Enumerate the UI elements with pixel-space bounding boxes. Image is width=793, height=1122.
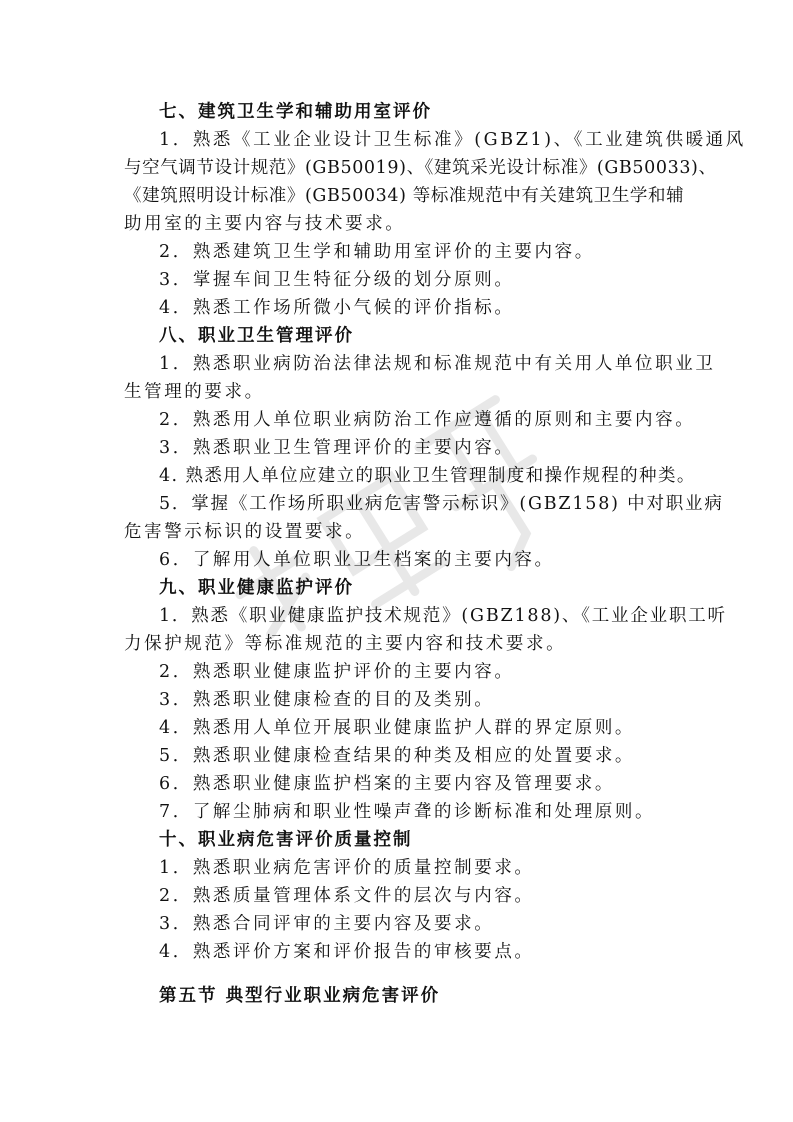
s9-item-2: 2．熟悉职业健康监护评价的主要内容。	[159, 662, 515, 682]
section-heading-7: 七、建筑卫生学和辅助用室评价	[159, 102, 432, 122]
s10-item-2: 2．熟悉质量管理体系文件的层次与内容。	[159, 886, 535, 906]
s10-item-4: 4．熟悉评价方案和评价报告的审核要点。	[159, 942, 535, 962]
s8-item-3: 3．熟悉职业卫生管理评价的主要内容。	[159, 438, 515, 458]
s8-item-5-line-1: 5．掌握《工作场所职业病危害警示标识》(GBZ158) 中对职业病	[159, 494, 724, 514]
s8-item-5-line-2: 危害警示标识的设置要求。	[124, 522, 366, 542]
s8-item-1-line-1: 1．熟悉职业病防治法律法规和标准规范中有关用人单位职业卫	[159, 354, 716, 374]
s10-item-1: 1．熟悉职业病危害评价的质量控制要求。	[159, 858, 535, 878]
s7-item-2: 2．熟悉建筑卫生学和辅助用室评价的主要内容。	[159, 242, 595, 262]
s9-item-7: 7．了解尘肺病和职业性噪声聋的诊断标准和处理原则。	[159, 802, 656, 822]
section-heading-9: 九、职业健康监护评价	[159, 578, 354, 598]
s9-item-3: 3．熟悉职业健康检查的目的及类别。	[159, 690, 495, 710]
s7-item-1-line-2: 与空气调节设计规范》(GB50019)、《建筑采光设计标准》(GB50033)、	[124, 158, 717, 178]
section-heading-8: 八、职业卫生管理评价	[159, 326, 354, 346]
s7-item-1-line-3: 《建筑照明设计标准》(GB50034) 等标准规范中有关建筑卫生学和辅	[124, 186, 685, 206]
s9-item-1-line-2: 力保护规范》等标准规范的主要内容和技术要求。	[124, 634, 567, 654]
s7-item-4: 4．熟悉工作场所微小气候的评价指标。	[159, 298, 515, 318]
s9-item-1-line-1: 1．熟悉《职业健康监护技术规范》(GBZ188)、《工业企业职工听	[159, 606, 727, 626]
section-heading-10: 十、职业病危害评价质量控制	[159, 830, 413, 850]
s7-item-3: 3．掌握车间卫生特征分级的划分原则。	[159, 270, 515, 290]
next-section-title: 第五节 典型行业职业病危害评价	[159, 986, 441, 1006]
s9-item-6: 6．熟悉职业健康监护档案的主要内容及管理要求。	[159, 774, 615, 794]
s8-item-6: 6．了解用人单位职业卫生档案的主要内容。	[159, 550, 555, 570]
s9-item-5: 5．熟悉职业健康检查结果的种类及相应的处置要求。	[159, 746, 636, 766]
s8-item-4: 4. 熟悉用人单位应建立的职业卫生管理制度和操作规程的种类。	[159, 466, 696, 486]
s7-item-1-line-1: 1．熟悉《工业企业设计卫生标准》(GBZ1)、《工业建筑供暖通风	[159, 130, 746, 150]
s8-item-1-line-2: 生管理的要求。	[124, 382, 265, 402]
s9-item-4: 4．熟悉用人单位开展职业健康监护人群的界定原则。	[159, 718, 636, 738]
s10-item-3: 3．熟悉合同评审的主要内容及要求。	[159, 914, 495, 934]
s8-item-2: 2．熟悉用人单位职业病防治工作应遵循的原则和主要内容。	[159, 410, 696, 430]
s7-item-1-line-4: 助用室的主要内容与技术要求。	[124, 214, 406, 234]
